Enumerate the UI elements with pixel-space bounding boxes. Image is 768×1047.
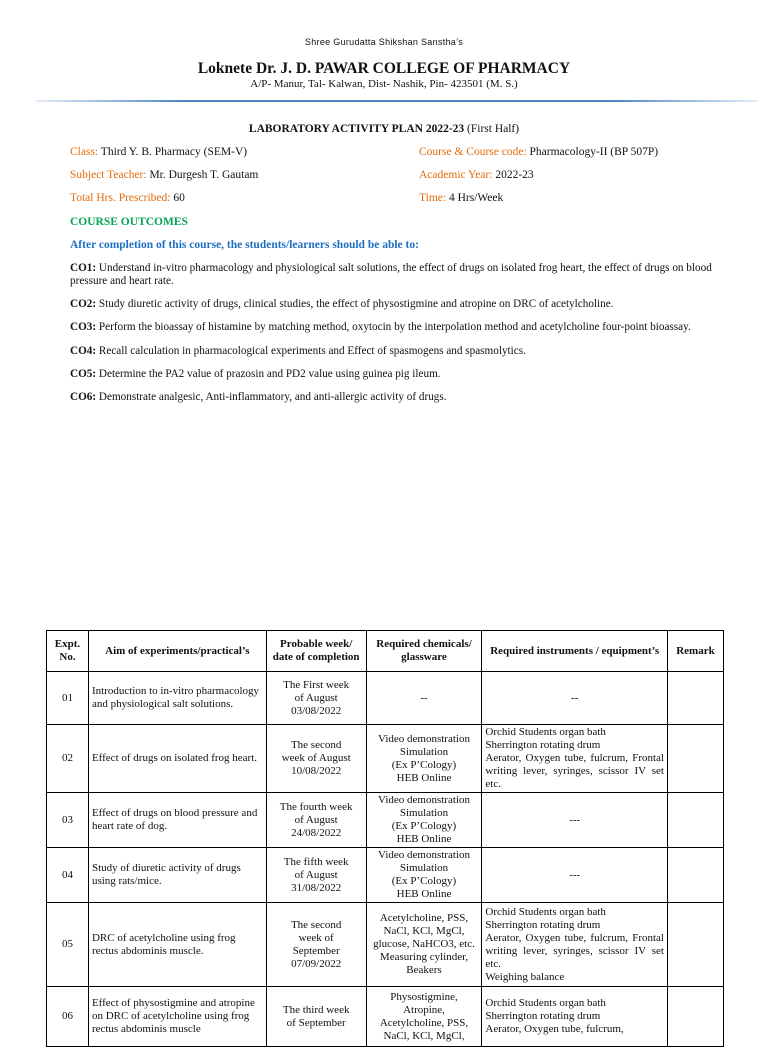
co-text: Determine the PA2 value of prazosin and PD2 value using guinea pig ileum. xyxy=(96,368,441,380)
college-name: Loknete Dr. J. D. PAWAR COLLEGE OF PHARMACY xyxy=(197,60,571,77)
total-hours-info xyxy=(70,192,185,204)
cell-instruments xyxy=(482,793,668,848)
cell-expt-no: 06 xyxy=(47,987,89,1047)
cell-line: (Ex P’Cology) xyxy=(391,758,457,771)
header-divider xyxy=(36,100,758,102)
cell-remark xyxy=(667,903,723,987)
class-info xyxy=(70,146,247,158)
cell-aim: Introduction to in-vitro pharmacology and physiological salt solutions. xyxy=(88,672,266,725)
cell-line: of August xyxy=(294,691,338,704)
cell-line: week of August xyxy=(281,752,351,764)
cell-instruments xyxy=(482,672,668,725)
course-outcomes-heading: COURSE OUTCOMES xyxy=(70,216,188,228)
total-hours-value: 60 xyxy=(170,192,185,204)
cell-expt-no: 02 xyxy=(47,725,89,793)
cell-aim: DRC of acetylcholine using frog rectus abdominis muscle. xyxy=(88,903,266,987)
academic-year-label: Academic Year: xyxy=(419,169,493,181)
cell-line: Video demonstration xyxy=(378,794,470,806)
course-outcome-4 xyxy=(70,345,720,358)
time-value: 4 Hrs/Week xyxy=(446,192,504,204)
cell-aim: Effect of physostigmine and atropine on DRC of acetylcholine using frog rectus abdominis muscle xyxy=(88,987,266,1047)
cell-remark xyxy=(667,848,723,903)
co-text: Recall calculation in pharmacological experiments and Effect of spasmogens and spasmolytics. xyxy=(96,345,526,357)
course-outcome-6 xyxy=(70,391,720,404)
header-aim: Aim of experiments/practical’s xyxy=(88,631,266,672)
cell-chemicals xyxy=(366,672,482,725)
cell-remark xyxy=(667,793,723,848)
cell-chemicals xyxy=(366,903,482,987)
cell-line: Aerator, Oxygen tube, fulcrum, xyxy=(485,1023,624,1035)
header-week: Probable week/ date of completion xyxy=(266,631,366,672)
cell-remark xyxy=(667,725,723,793)
cell-aim: Effect of drugs on blood pressure and heart rate of dog. xyxy=(88,793,266,848)
cell-line: Acetylcholine, PSS, xyxy=(379,1016,469,1029)
cell-week xyxy=(266,725,366,793)
plan-title-main: LABORATORY ACTIVITY PLAN 2022-23 xyxy=(248,123,465,135)
cell-line: Orchid Students organ bath xyxy=(485,997,606,1009)
class-value: Third Y. B. Pharmacy (SEM-V) xyxy=(98,146,248,158)
cell-expt-no: 05 xyxy=(47,903,89,987)
plan-title xyxy=(0,123,768,135)
cell-line: September xyxy=(292,944,340,957)
cell-aim: Effect of drugs on isolated frog heart. xyxy=(88,725,266,793)
table-body xyxy=(47,672,724,1047)
cell-line: Beakers xyxy=(406,964,442,976)
cell-line: The fourth week xyxy=(279,800,353,813)
academic-year-value: 2022-23 xyxy=(492,169,534,181)
cell-line: (Ex P’Cology) xyxy=(391,820,457,832)
cell-week xyxy=(266,848,366,903)
cell-line: Weighing balance xyxy=(485,970,565,983)
cell-line: Aerator, Oxygen tube, fulcrum, Frontal writing lever, syringes, scissor IV set etc. xyxy=(485,752,664,790)
cell-week xyxy=(266,672,366,725)
cell-line: The First week xyxy=(283,678,350,691)
cell-line: The fifth week xyxy=(283,855,349,868)
cell-line: NaCl, KCl, MgCl, xyxy=(383,925,465,937)
header-chemicals: Required chemicals/ glassware xyxy=(366,631,482,672)
table-header-row xyxy=(47,631,724,672)
cell-line: 10/08/2022 xyxy=(291,765,342,777)
cell-expt-no: 03 xyxy=(47,793,89,848)
co-code: CO4: xyxy=(70,345,97,357)
co-code: CO2: xyxy=(70,298,97,310)
header-instruments: Required instruments / equipment’s xyxy=(482,631,668,672)
plan-title-suffix: (First Half) xyxy=(464,123,520,135)
cell-line: Aerator, Oxygen tube, fulcrum, Frontal writing lever, syringes, scissor IV set etc. xyxy=(485,931,664,970)
cell-instruments xyxy=(482,848,668,903)
cell-expt-no: 01 xyxy=(47,672,89,725)
cell-instruments xyxy=(482,987,668,1047)
co-code: CO5: xyxy=(70,368,97,380)
co-code: CO6: xyxy=(70,391,97,403)
course-outcomes-intro: After completion of this course, the students/learners should be able to: xyxy=(70,239,419,251)
co-text: Perform the bioassay of histamine by matching method, oxytocin by the interpolation method and acetylcholine four-point bioassay. xyxy=(96,321,691,333)
course-info xyxy=(419,146,658,158)
cell-line: Simulation xyxy=(399,745,449,758)
cell-instruments xyxy=(482,903,668,987)
college-address: A/P- Manur, Tal- Kalwan, Dist- Nashik, Pin- 423501 (M. S.) xyxy=(250,78,518,90)
cell-chemicals xyxy=(366,987,482,1047)
teacher-info xyxy=(70,169,258,181)
header-remark: Remark xyxy=(667,631,723,672)
cell-expt-no: 04 xyxy=(47,848,89,903)
cell-line: Sherrington rotating drum xyxy=(485,739,601,751)
cell-remark xyxy=(667,672,723,725)
course-outcome-2 xyxy=(70,298,720,311)
lab-plan-table xyxy=(46,630,724,1047)
cell-line: 31/08/2022 xyxy=(291,881,342,894)
teacher-label: Subject Teacher: xyxy=(70,169,147,181)
time-info xyxy=(419,192,503,204)
cell-line: of August xyxy=(294,813,338,826)
co-code: CO3: xyxy=(70,321,97,333)
course-value: Pharmacology-II (BP 507P) xyxy=(526,146,659,158)
table-row xyxy=(47,903,724,987)
cell-line: The third week xyxy=(282,1003,350,1016)
table-row xyxy=(47,848,724,903)
cell-line: HEB Online xyxy=(396,771,452,784)
class-label: Class: xyxy=(70,146,99,158)
cell-line: -- xyxy=(571,691,579,704)
cell-line: Atropine, xyxy=(403,1003,445,1016)
cell-line: HEB Online xyxy=(396,888,452,900)
course-outcome-3 xyxy=(70,321,720,334)
cell-line: week of xyxy=(298,931,334,944)
cell-chemicals xyxy=(366,725,482,793)
cell-line: 24/08/2022 xyxy=(291,826,342,839)
cell-line: of September xyxy=(286,1016,346,1029)
cell-line: Video demonstration xyxy=(378,849,470,861)
cell-line: 07/09/2022 xyxy=(291,957,342,970)
total-hours-label: Total Hrs. Prescribed: xyxy=(70,192,171,204)
time-label: Time: xyxy=(419,192,447,204)
cell-line: glucose, NaHCO3, etc. xyxy=(373,938,475,950)
course-outcome-5 xyxy=(70,368,720,381)
co-text: Study diuretic activity of drugs, clinical studies, the effect of physostigmine and atropine on DRC of acetylcholine. xyxy=(96,298,614,310)
cell-line: --- xyxy=(569,868,581,881)
cell-week xyxy=(266,903,366,987)
cell-chemicals xyxy=(366,793,482,848)
table-row xyxy=(47,725,724,793)
cell-line: of August xyxy=(294,868,338,881)
cell-line: -- xyxy=(420,691,428,704)
cell-line: The second xyxy=(290,918,342,931)
cell-line: (Ex P’Cology) xyxy=(391,875,457,887)
co-text: Demonstrate analgesic, Anti-inflammatory, and anti-allergic activity of drugs. xyxy=(96,391,447,403)
cell-line: Physostigmine, xyxy=(390,990,458,1003)
co-code: CO1: xyxy=(70,262,97,274)
cell-line: Orchid Students organ bath xyxy=(485,726,606,738)
cell-line: Sherrington rotating drum xyxy=(485,918,601,931)
co-text: Understand in-vitro pharmacology and physiological salt solutions, the effect of drugs on isolated frog heart, the effect of drugs on blood pressure and heart rate. xyxy=(70,262,712,287)
society-name: Shree Gurudatta Shikshan Sanstha’s xyxy=(304,37,464,47)
cell-line: 03/08/2022 xyxy=(291,704,342,717)
cell-line: HEB Online xyxy=(396,833,452,845)
cell-line: Orchid Students organ bath xyxy=(485,905,606,918)
cell-remark xyxy=(667,987,723,1047)
table-row xyxy=(47,987,724,1047)
academic-year-info xyxy=(419,169,534,181)
cell-line: NaCl, KCl, MgCl, xyxy=(383,1029,465,1042)
cell-line: --- xyxy=(569,813,581,826)
cell-aim: Study of diuretic activity of drugs using rats/mice. xyxy=(88,848,266,903)
cell-line: Simulation xyxy=(399,807,449,819)
cell-line: Sherrington rotating drum xyxy=(485,1010,601,1022)
cell-line: Measuring cylinder, xyxy=(379,951,469,963)
table-row xyxy=(47,793,724,848)
cell-line: Acetylcholine, PSS, xyxy=(379,912,469,924)
cell-line: Simulation xyxy=(399,862,449,874)
course-label: Course & Course code: xyxy=(419,146,527,158)
teacher-value: Mr. Durgesh T. Gautam xyxy=(146,169,259,181)
table-row xyxy=(47,672,724,725)
cell-line: The second xyxy=(290,739,342,751)
cell-week xyxy=(266,793,366,848)
course-outcome-1 xyxy=(70,262,720,288)
cell-instruments xyxy=(482,725,668,793)
cell-week xyxy=(266,987,366,1047)
header-expt-no: Expt. No. xyxy=(47,631,89,672)
cell-line: Video demonstration xyxy=(378,732,470,745)
cell-chemicals xyxy=(366,848,482,903)
